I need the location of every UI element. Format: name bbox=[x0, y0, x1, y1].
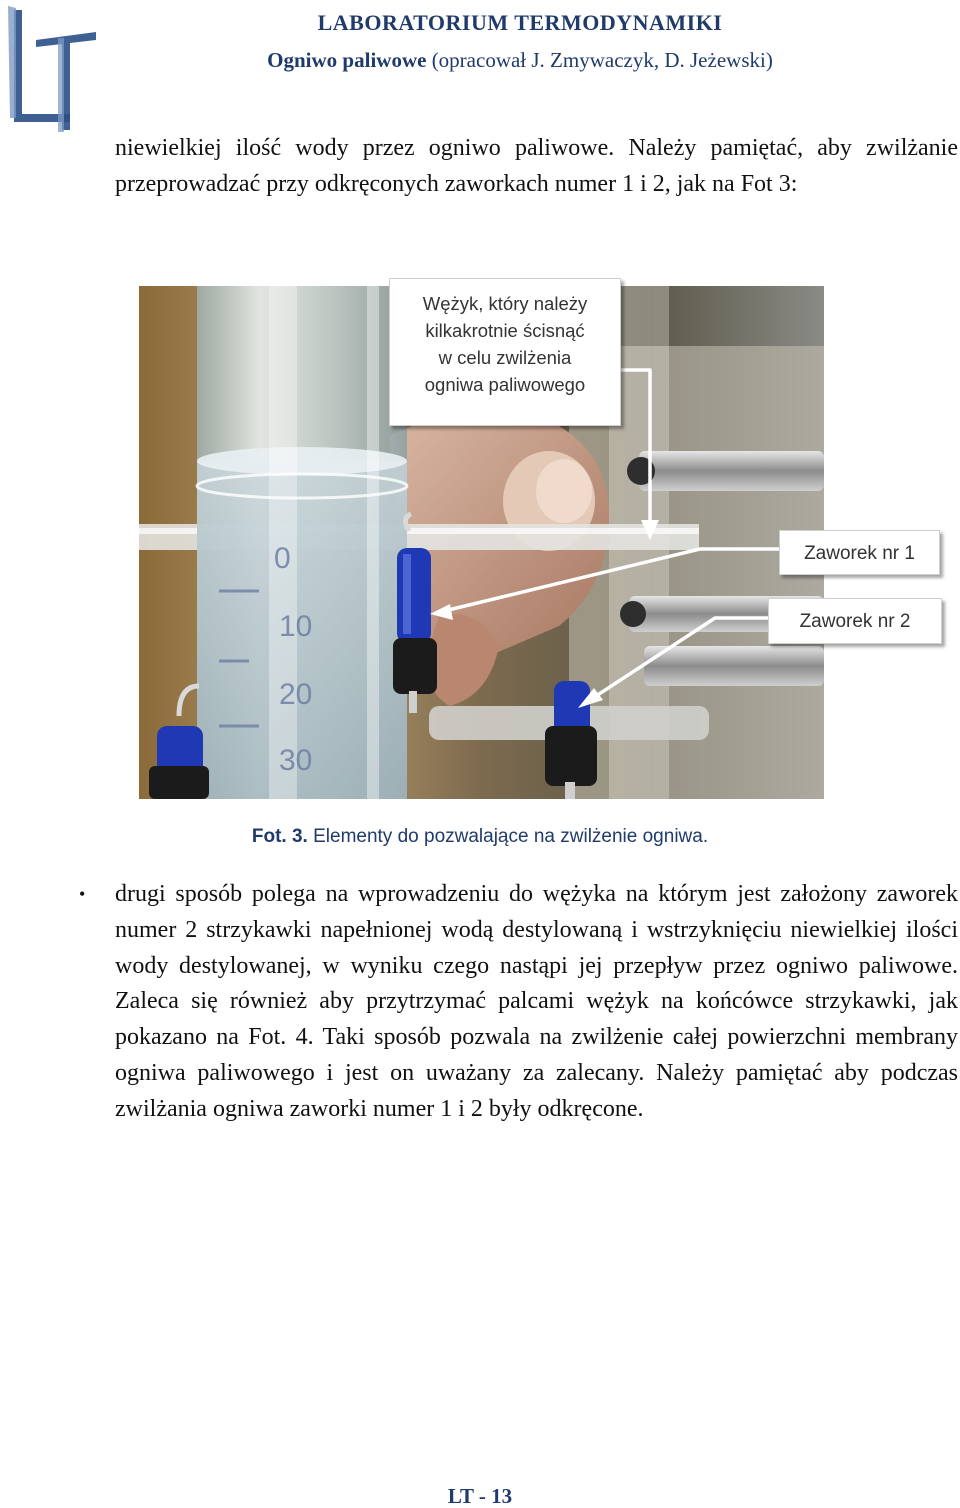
callout-valve-2: Zaworek nr 2 bbox=[768, 598, 942, 644]
bullet-marker: • bbox=[79, 884, 86, 904]
callout-hose-line-3: w celu zwilżenia bbox=[438, 347, 572, 368]
figure-caption-label: Fot. 3. bbox=[251, 826, 308, 847]
callout-hose-line-1: Wężyk, który należy bbox=[422, 293, 588, 314]
figure-caption bbox=[0, 826, 960, 848]
callout-hose bbox=[389, 278, 621, 426]
header-subtitle bbox=[150, 48, 890, 73]
callout-hose-line-2: kilkakrotnie ścisnąć bbox=[425, 320, 585, 341]
callout-valve-1: Zaworek nr 1 bbox=[779, 530, 940, 575]
header-title: LABORATORIUM TERMODYNAMIKI bbox=[317, 10, 723, 35]
page-number: LT - 13 bbox=[447, 1484, 513, 1508]
header-subtitle-topic: Ogniwo paliwowe bbox=[267, 48, 427, 72]
scale-label-0: 0 bbox=[274, 542, 291, 575]
scale-label-30: 30 bbox=[279, 744, 313, 777]
figure-caption-text: Elementy do pozwalające na zwilżenie ogniwa. bbox=[307, 826, 709, 847]
scale-label-10: 10 bbox=[279, 610, 313, 643]
callout-hose-line-4: ogniwa paliwowego bbox=[424, 374, 586, 395]
lt-logo bbox=[0, 2, 100, 134]
bullet-paragraph: drugi sposób polega na wprowadzeniu do wężyka na którym jest założony zaworek numer 2 strzykawki napełnionej wodą destylowaną i wstrzyknięciu niewielkiej ilości wody destylowanej, w wyniku czego nastąpi jej przepływ przez ogniwo paliwowe. Zaleca się również aby przytrzymać palcami wężyk na końcówce strzykawki, jak pokazano na Fot. 4. Taki sposób pozwala na zwilżenie całej powierzchni membrany ogniwa paliwowego i jest on uważany za zalecany. Należy pamiętać aby podczas zwilżania ogniwa zaworki numer 1 i 2 były odkręcone. bbox=[115, 881, 958, 1122]
scale-label-20: 20 bbox=[279, 678, 313, 711]
header-subtitle-authors: (opracował J. Zmywaczyk, D. Jeżewski) bbox=[426, 48, 773, 72]
intro-paragraph: niewielkiej ilość wody przez ogniwo paliwowe. Należy pamiętać, aby zwilżanie przeprowadzać przy odkręconych zaworkach numer 1 i 2, jak na Fot 3: bbox=[115, 135, 958, 197]
